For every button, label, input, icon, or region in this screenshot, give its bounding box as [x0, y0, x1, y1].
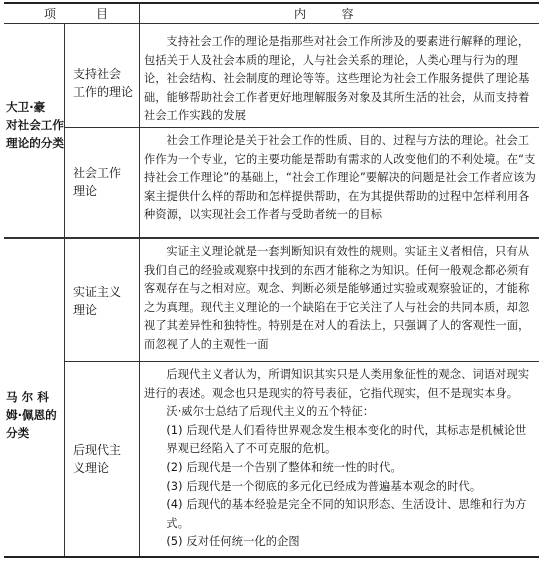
- header-rule: [4, 23, 539, 24]
- subtype-line: 社会工作: [73, 166, 122, 180]
- list-title: 沃·威尔士总结了后现代主义的五个特征：: [166, 405, 375, 419]
- category-cell: [6, 388, 66, 442]
- subtype-line: 支持社会: [73, 67, 122, 81]
- category-line: 马 尔 科: [6, 390, 49, 404]
- subtype-line: 实证主义: [73, 285, 122, 299]
- row-divider: [64, 361, 539, 362]
- category-line: 分类: [6, 426, 30, 440]
- subtype-cell: [73, 65, 139, 101]
- subtype-line: 义理论: [73, 461, 110, 475]
- content-cell: [144, 33, 536, 126]
- category-line: 大卫·豪: [6, 100, 46, 114]
- content-text: 支持社会工作的理论是指那些对社会工作所涉及的要素进行解释的理论，包括关于人及社会本质的理论，人与社会关系的理论，人类心理与行为的理论，社会结构、社会制度的理论等等。这些理论为社会工作服务提供了理论基础，能够帮助社会工作者更好地理解服务对象及其所生活的社会，从而支持着社会工作实践的发展: [144, 35, 530, 123]
- group-divider: [4, 237, 539, 239]
- list-item: (5) 反对任何统一化的企图: [166, 535, 300, 549]
- subtype-line: 后现代主: [73, 443, 122, 457]
- subtype-line: 理论: [73, 184, 98, 198]
- category-line: 对社会工作: [6, 118, 64, 132]
- header-content: 内 容: [294, 7, 360, 21]
- list-item: (1) 后现代是人们看待世界观念发生根本变化的时代，其标志是机械论世界观已经陷入了不可克服的危机。: [166, 423, 527, 456]
- content-cell: [144, 132, 536, 225]
- subtype-line: 工作的理论: [73, 85, 134, 99]
- header-item-b: 目: [96, 7, 115, 21]
- content-text: 社会工作理论是关于社会工作的性质、目的、过程与方法的理论。社会工作作为一个专业，它的主要功能是帮助有需求的人改变他们的不利处境。在“支持社会工作理论”的基础上，“社会工作理论”要解决的问题是社会工作者应该为案主提供什么样的帮助和怎样提供帮助，在为其提供帮助的过程中怎样利用各种资源，以实现社会工作者与受助者统一的目标: [144, 134, 536, 222]
- subtype-cell: [73, 283, 139, 319]
- content-text: 后现代主义者认为，所谓知识其实只是人类用象征性的观念、词语对现实进行的表述。观念也只是现实的符号表征，它指代现实，但不是现实本身。: [144, 368, 530, 400]
- list-item: (3) 后现代是一个彻底的多元化已经成为普遍基本观念的时代。: [166, 479, 482, 493]
- category-cell: [6, 98, 66, 152]
- list-item: (4) 后现代的基本经验是完全不同的知识形态、生活设计、思维和行为方式。: [166, 498, 527, 530]
- subtype-line: 理论: [73, 303, 98, 317]
- content-cell: [144, 243, 536, 355]
- content-text: 实证主义理论就是一套判断知识有效性的规则。实证主义者相信，只有从我们自己的经验或观察中找到的东西才能称之为知识。任何一般观念都必须有客观存在与之相对应。观念、判断必须是能够通过实验或观察验证的，才能称之为真理。现代主义理论的一个缺陷在于它关注了人与社会的共同本质，却忽视了其差异性和独特性。特别是在对人的看法上，只强调了人的客观性一面，而忽视了人的主观性一面: [144, 245, 530, 351]
- column-divider: [139, 2, 140, 556]
- header-item-a: 项: [44, 7, 63, 21]
- content-cell: [144, 366, 536, 552]
- row-divider: [64, 127, 539, 128]
- list-item: (2) 后现代是一个告别了整体和统一性的时代。: [166, 460, 402, 474]
- category-line: 姆·佩恩的: [6, 408, 57, 422]
- category-line: 理论的分类: [6, 136, 64, 150]
- subtype-cell: [73, 441, 139, 477]
- subtype-cell: [73, 164, 139, 200]
